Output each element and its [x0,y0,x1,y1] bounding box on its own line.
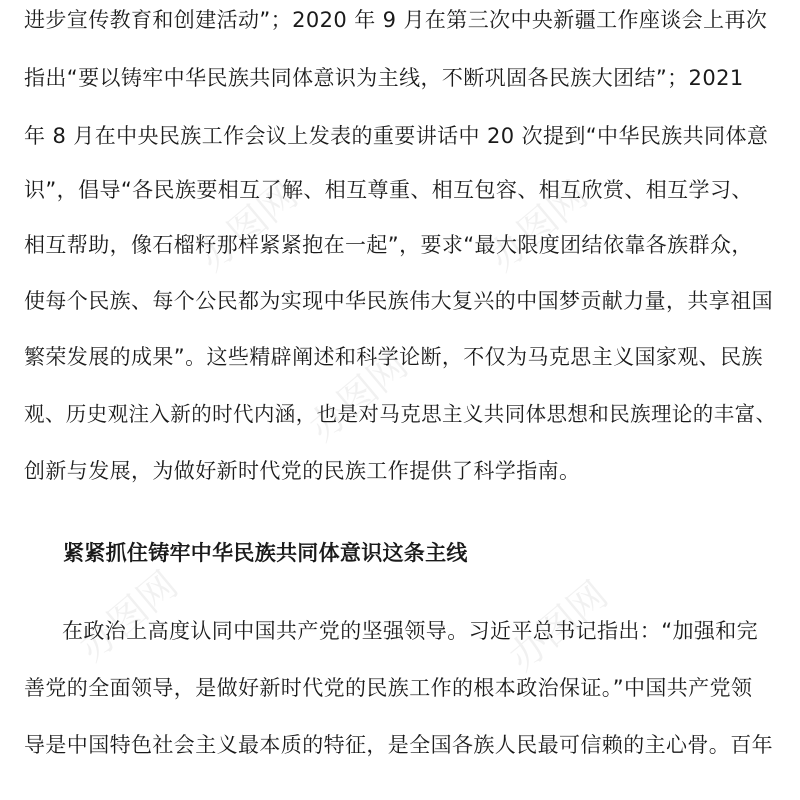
watermark-logo [470,140,630,300]
paragraph-line: 善党的全面领导，是做好新时代党的民族工作的根本政治保证。”中国共产党领 [24,676,753,700]
svg-text:办图网: 办图网 [300,342,416,450]
paragraph-line: 相互帮助，像石榴籽那样紧紧抱在一起”，要求“最大限度团结依靠各族群众， [24,233,753,257]
paragraph-line: 导是中国特色社会主义最本质的特征，是全国各族人民最可信赖的主心骨。百年 [24,733,773,757]
svg-text:办图网: 办图网 [480,172,596,280]
svg-text:办图网: 办图网 [500,572,616,680]
paragraph-line: 在政治上高度认同中国共产党的坚强领导。习近平总书记指出：“加强和完 [62,619,759,643]
section-heading: 紧紧抓住铸牢中华民族共同体意识这条主线 [63,541,468,565]
paragraph-line: 创新与发展，为做好新时代党的民族工作提供了科学指南。 [24,459,581,483]
svg-text:办图网: 办图网 [190,172,306,280]
watermark-logo [180,140,340,300]
paragraph-line: 年 8 月在中央民族工作会议上发表的重要讲话中 20 次提到“中华民族共同体意 [24,124,769,148]
watermark-logo [290,310,450,470]
paragraph-line: 指出“要以铸牢中华民族共同体意识为主线，不断巩固各民族大团结”；2021 [24,66,744,90]
paragraph-line: 繁荣发展的成果”。这些精辟阐述和科学论断，不仅为马克思主义国家观、民族 [24,345,763,369]
paragraph-line: 观、历史观注入新的时代内涵，也是对马克思主义共同体思想和民族理论的丰富、 [24,402,777,426]
paragraph-line: 使每个民族、每个公民都为实现中华民族伟大复兴的中国梦贡献力量，共享祖国 [24,289,773,313]
paragraph-line: 进步宣传教育和创建活动”；2020 年 9 月在第三次中央新疆工作座谈会上再次 [24,8,768,32]
paragraph-line: 识”，倡导“各民族要相互了解、相互尊重、相互包容、相互欣赏、相互学习、 [24,178,753,202]
svg-text:办图网: 办图网 [70,562,186,670]
